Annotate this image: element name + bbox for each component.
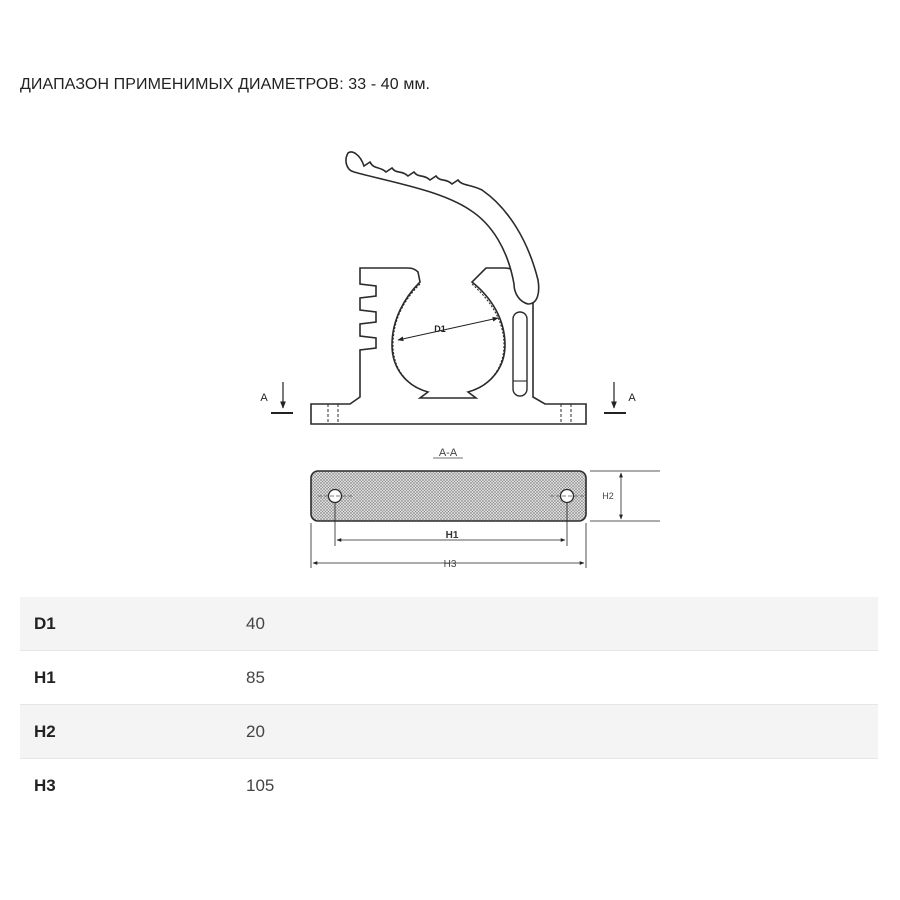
table-row (20, 597, 878, 651)
dimension-name: H1 (20, 651, 246, 705)
dimension-name: H3 (20, 759, 246, 813)
h3-label: H3 (443, 559, 457, 570)
section-aa-title: A-A (438, 447, 458, 459)
dimension-value: 85 (246, 651, 878, 705)
table-row (20, 759, 878, 813)
dimension-name: H2 (20, 705, 246, 759)
clamp-body-outline (311, 268, 586, 424)
dimension-name: D1 (20, 597, 246, 651)
range-heading: ДИАПАЗОН ПРИМЕНИМЫХ ДИАМЕТРОВ: 33 - 40 мм. (20, 76, 431, 93)
d1-label: D1 (434, 324, 446, 334)
d1-ribbed-bore (393, 284, 504, 392)
table-row (20, 705, 878, 759)
h2-dimension (590, 471, 660, 521)
section-a-right-label: A (628, 392, 636, 404)
h2-label: H2 (602, 491, 614, 501)
section-a-left-label: A (260, 392, 268, 404)
dimensions-table (20, 597, 878, 812)
dimension-value: 40 (246, 597, 878, 651)
clamp-front-view (311, 152, 586, 424)
section-marker-right (604, 382, 626, 413)
table-row (20, 651, 878, 705)
d1-dimension-line (398, 318, 498, 340)
dimension-value: 105 (246, 759, 878, 813)
base-plate-section (311, 471, 586, 521)
strap-slot (513, 312, 527, 396)
section-marker-left (271, 382, 293, 413)
dimension-value: 20 (246, 705, 878, 759)
section-aa-view (311, 471, 586, 521)
h1-label: H1 (445, 530, 459, 541)
